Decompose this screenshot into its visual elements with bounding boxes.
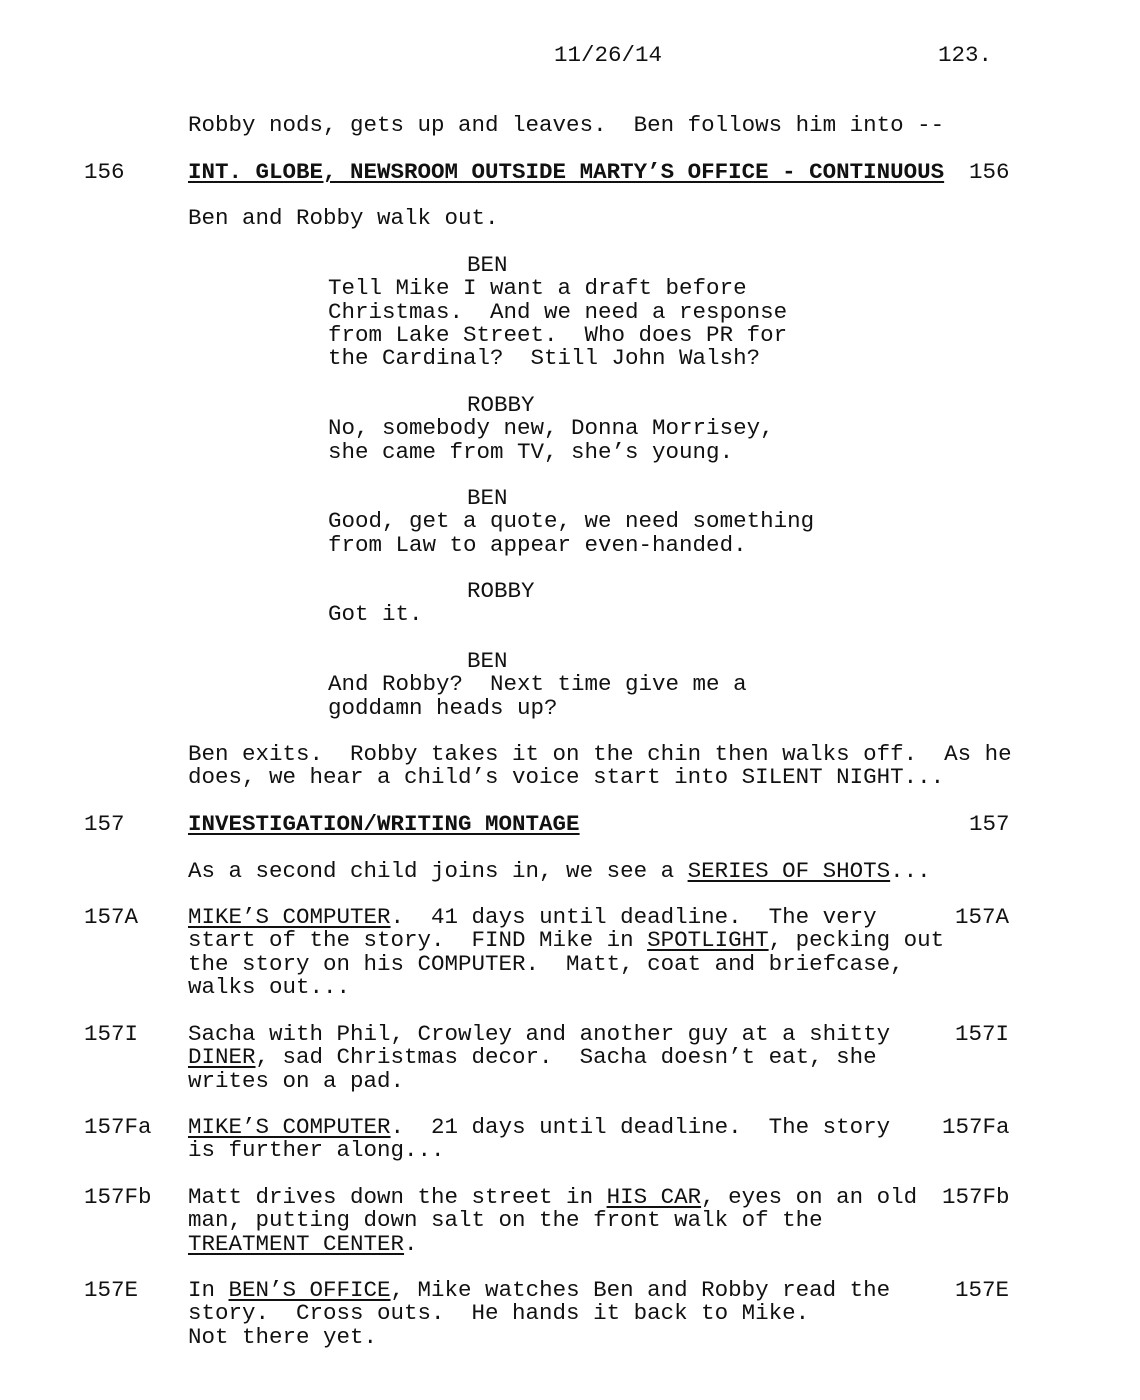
shot-line — [188, 1279, 890, 1302]
shot-line — [188, 950, 904, 977]
shot-line — [188, 1067, 405, 1094]
shot-number-left: 157Fb — [84, 1184, 152, 1210]
shot-text: writes on a pad. — [188, 1067, 405, 1094]
scene-number-right: 157 — [969, 811, 1010, 837]
shot-text: . 41 days until deadline. The very — [390, 904, 877, 930]
scene-number-right: 156 — [969, 159, 1010, 185]
dialogue-line: Tell Mike I want a draft before — [328, 275, 747, 302]
dialogue-line: goddamn heads up? — [328, 694, 558, 721]
shot-number-left: 157Fa — [84, 1114, 152, 1140]
shot-text: the story on his COMPUTER. Matt, coat and briefcase, — [188, 950, 904, 977]
character-name: ROBBY — [467, 578, 535, 604]
shot-text: start of the story. FIND Mike in — [188, 927, 648, 954]
dialogue-line: from Law to appear even-handed. — [328, 531, 747, 558]
page-date: 11/26/14 — [554, 42, 663, 68]
shot-line — [188, 1046, 877, 1069]
shot-line — [188, 973, 351, 1000]
shot-line — [188, 906, 877, 929]
shot-number-left: 157I — [84, 1021, 139, 1047]
shot-text: Matt drives down the street in — [188, 1184, 607, 1210]
dialogue-line: Christmas. And we need a response — [328, 298, 788, 325]
underlined-text: TREATMENT CENTER — [188, 1230, 405, 1257]
dialogue-line: And Robby? Next time give me a — [328, 671, 747, 698]
shot-text: . — [404, 1230, 418, 1257]
shot-text: . 21 days until deadline. The story — [390, 1114, 891, 1140]
shot-line — [188, 1302, 809, 1325]
shot-line — [188, 1023, 890, 1046]
dialogue-line: No, somebody new, Donna Morrisey, — [328, 415, 774, 442]
character-name: BEN — [467, 485, 508, 511]
shot-text: Not there yet. — [188, 1323, 378, 1350]
dialogue-line: she came from TV, she’s young. — [328, 438, 734, 465]
underlined-text: BEN’S OFFICE — [228, 1277, 391, 1303]
shot-line — [188, 1323, 378, 1350]
shot-text: In — [188, 1277, 229, 1303]
shot-text: story. Cross outs. He hands it back to Mike. — [188, 1300, 810, 1327]
action-line: does, we hear a child’s voice start into SILENT NIGHT... — [188, 764, 945, 790]
shot-line — [188, 1139, 445, 1162]
shot-number-right: 157E — [955, 1277, 1010, 1303]
shot-text: Sacha with Phil, Crowley and another guy at a shitty — [188, 1021, 891, 1047]
shot-line — [188, 1230, 418, 1257]
action-line: Robby nods, gets up and leaves. Ben follows him into -- — [188, 112, 945, 138]
underlined-text: MIKE’S COMPUTER — [188, 1114, 391, 1140]
character-name: BEN — [467, 252, 508, 278]
action-line: Ben exits. Robby takes it on the chin then walks off. As he — [188, 741, 1012, 767]
shot-number-left: 157E — [84, 1277, 139, 1303]
shot-number-right: 157A — [955, 904, 1010, 930]
shot-text: , Mike watches Ben and Robby read the — [390, 1277, 891, 1303]
action-text: ... — [890, 858, 931, 884]
underlined-text: SERIES OF SHOTS — [687, 858, 891, 884]
scene-number-left: 157 — [84, 811, 125, 837]
character-name: BEN — [467, 648, 508, 674]
underlined-text: SPOTLIGHT — [647, 927, 769, 954]
dialogue-line: Good, get a quote, we need something — [328, 508, 815, 535]
scene-heading: INVESTIGATION/WRITING MONTAGE — [188, 811, 580, 837]
page-number: 123. — [938, 42, 993, 68]
shot-text: , sad Christmas decor. Sacha doesn’t eat, she — [255, 1044, 877, 1071]
shot-text: , eyes on an old — [701, 1184, 918, 1210]
shot-text: , pecking out — [768, 927, 945, 954]
action-line: Ben and Robby walk out. — [188, 205, 499, 231]
shot-line — [188, 1186, 917, 1209]
action-text: As a second child joins in, we see a — [188, 858, 688, 884]
shot-number-right: 157Fa — [942, 1114, 1010, 1140]
character-name: ROBBY — [467, 392, 535, 418]
underlined-text: MIKE’S COMPUTER — [188, 904, 391, 930]
shot-number-left: 157A — [84, 904, 139, 930]
shot-text: walks out... — [188, 973, 351, 1000]
shot-text: is further along... — [188, 1137, 445, 1164]
dialogue-line: Got it. — [328, 601, 423, 628]
action-line — [188, 860, 931, 883]
scene-number-left: 156 — [84, 159, 125, 185]
dialogue-line: the Cardinal? Still John Walsh? — [328, 345, 761, 372]
shot-number-right: 157Fb — [942, 1184, 1010, 1210]
shot-text: man, putting down salt on the front walk of the — [188, 1207, 823, 1234]
scene-heading: INT. GLOBE, NEWSROOM OUTSIDE MARTY’S OFFICE - CONTINUOUS — [188, 159, 945, 185]
shot-line — [188, 929, 944, 952]
shot-line — [188, 1209, 823, 1232]
shot-number-right: 157I — [955, 1021, 1010, 1047]
underlined-text: HIS CAR — [606, 1184, 702, 1210]
underlined-text: DINER — [188, 1044, 256, 1071]
dialogue-line: from Lake Street. Who does PR for — [328, 321, 788, 348]
shot-line — [188, 1116, 890, 1139]
